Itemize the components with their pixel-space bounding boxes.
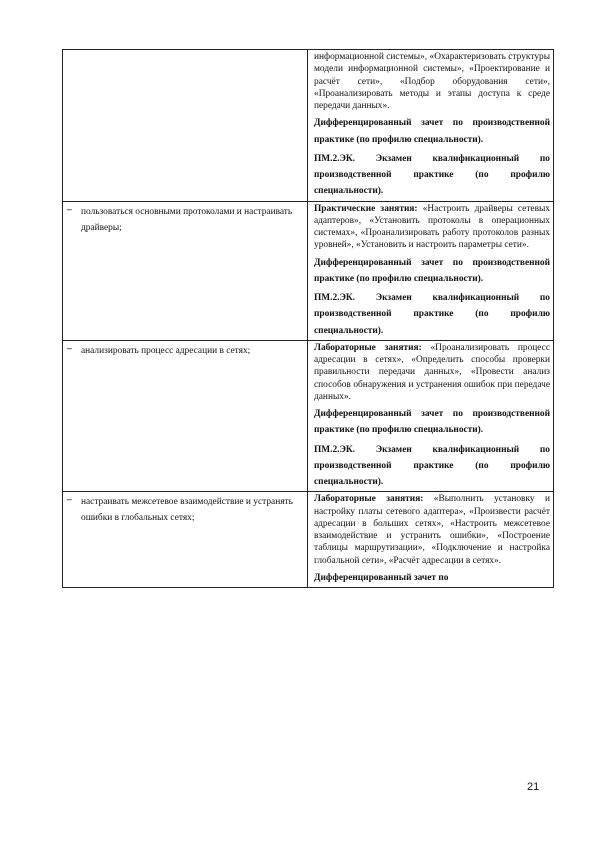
activities-text: информационной системы», «Охарактеризовать структуры модели информационной системы», «Проектирование и расчёт сети», «Подбор оборудования сети», «Проанализировать методы и этапы доступа к среде передачи данных». — [314, 52, 550, 112]
table-row — [63, 492, 554, 588]
credit-text: Дифференцированный зачет по производственной практике (по профилю специальности). — [314, 257, 550, 284]
activities-text: «Проанализировать процесс адресации в сетях», «Определить способы проверки правильности передачи данных», «Провести анализ способов обнаружения и устранения ошибок при передаче данных». — [314, 342, 550, 402]
dash-bullet: – — [67, 204, 72, 215]
activities-paragraph — [314, 203, 550, 252]
competency-table — [62, 49, 554, 588]
requirement-text: анализировать процесс адресации в сетях; — [81, 345, 251, 356]
table-row — [63, 340, 554, 492]
requirement-text: настраивать межсетевое взаимодействие и устранять ошибки в глобальных сетях; — [81, 497, 293, 524]
requirement-cell — [63, 201, 308, 340]
activities-cell — [308, 50, 554, 202]
activities-text: «Настроить драйверы сетевых адаптеров», «Установить протоколы в операционных системах», «Проанализировать работу протоколов разных уровней», «Установить и настроить параметры сети». — [314, 203, 550, 251]
exam-text: ПМ.2.ЭК. Экзамен квалификационный по производственной практике (по профилю специальности). — [314, 444, 550, 487]
dash-bullet: – — [67, 495, 72, 506]
requirement-text: пользоваться основными протоколами и настраивать драйверы; — [81, 206, 293, 233]
requirement-cell — [63, 492, 308, 588]
credit-text: Дифференцированный зачет по производственной практике (по профилю специальности). — [314, 118, 550, 145]
activities-text: «Выполнить установку и настройку платы сетевого адаптера», «Произвести расчёт адресации в больших сетях», «Настроить межсетевое взаимодействие и устранить ошибки», «Построение таблицы маршрутизации», «Подключение и настройка глобальной сети», «Расчёт адресации в сетях». — [314, 494, 550, 566]
activities-cell — [308, 340, 554, 492]
page-number: 21 — [527, 781, 540, 793]
requirement-cell — [63, 50, 308, 202]
activities-label: Практические занятия: — [314, 203, 418, 214]
activities-paragraph — [314, 342, 550, 403]
credit-text: Дифференцированный зачет по — [314, 572, 449, 583]
activities-label: Лабораторные занятия: — [314, 494, 424, 505]
activities-cell — [308, 492, 554, 588]
dash-bullet: – — [67, 343, 72, 354]
activities-paragraph — [314, 493, 550, 567]
table-row — [63, 201, 554, 340]
credit-text: Дифференцированный зачет по производственной практике (по профилю специальности). — [314, 409, 550, 436]
activities-cell — [308, 201, 554, 340]
exam-text: ПМ.2.ЭК. Экзамен квалификационный по производственной практике (по профилю специальности). — [314, 153, 550, 197]
exam-text: ПМ.2.ЭК. Экзамен квалификационный по производственной практике (по профилю специальности). — [314, 293, 550, 336]
table-row — [63, 50, 554, 202]
activities-label: Лабораторные занятия: — [314, 342, 422, 353]
requirement-cell — [63, 340, 308, 492]
